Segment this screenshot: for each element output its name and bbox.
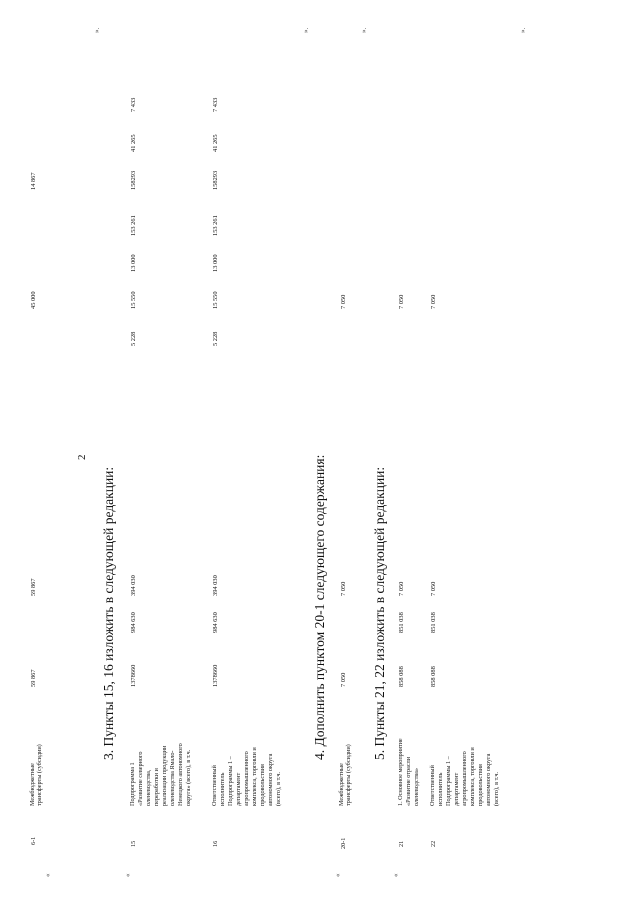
- cell-value: 153 261: [212, 215, 219, 236]
- row-name-line: (всего), в т.ч.: [275, 771, 282, 806]
- cell-value: 7 050: [340, 294, 347, 309]
- open-quote: «: [334, 873, 342, 877]
- row-number: 16: [212, 840, 219, 847]
- heading-3: 3. Пункты 15, 16 изложить в следующей редакции:: [101, 466, 116, 760]
- close-quote: ».: [519, 27, 527, 33]
- row-name-line: автономного округа: [267, 753, 274, 806]
- cell-total: 858 088: [398, 666, 405, 687]
- table-6-1-lines: [28, 29, 45, 809]
- open-quote: «: [44, 873, 52, 877]
- row-name-line: департамент: [235, 772, 242, 806]
- row-name-line: трансферты (субсидии): [345, 744, 352, 806]
- cell-value: 14 867: [30, 172, 37, 190]
- cell-value: 851 038: [430, 612, 437, 633]
- cell-value: 394 030: [212, 575, 219, 596]
- row-name-line: Подпрограммы 1 –: [445, 756, 452, 806]
- row-name-line: Ненецкого автономного: [177, 743, 184, 806]
- cell-value: 7 050: [340, 581, 347, 596]
- cell-value: 153 261: [130, 215, 137, 236]
- row-name-line: Ответственный: [429, 765, 436, 806]
- row-number: 15: [130, 840, 137, 847]
- row-name-line: продовольствия: [259, 764, 266, 806]
- table-21-22-lines: [395, 29, 515, 853]
- row-name-line: Подпрограмма 1: [129, 762, 136, 806]
- cell-value: 5 228: [212, 331, 219, 346]
- row-name-line: оленеводства,: [145, 769, 152, 806]
- row-number: 21: [398, 840, 405, 847]
- cell-value: 7 433: [130, 97, 137, 112]
- cell-total: 858 088: [430, 666, 437, 687]
- row-name-line: (всего), в т.ч.: [493, 771, 500, 806]
- close-quote: ».: [360, 27, 368, 33]
- cell-value: 7 050: [398, 581, 405, 596]
- cell-total: 7 050: [340, 672, 347, 687]
- cell-value: 13 000: [212, 254, 219, 272]
- cell-value: 394 030: [130, 575, 137, 596]
- cell-value: 41 265: [130, 134, 137, 152]
- cell-value: 158293: [130, 170, 137, 190]
- table-20-1-lines: [337, 29, 355, 853]
- row-name-line: «Развитие северного: [137, 751, 144, 806]
- row-name-line: Подпрограммы 1 –: [227, 756, 234, 806]
- row-name-line: Межбюджетные: [338, 763, 345, 806]
- heading-5: 5. Пункты 21, 22 изложить в следующей редакции:: [372, 466, 387, 760]
- cell-value: 158293: [212, 170, 219, 190]
- cell-value: 59 867: [30, 578, 37, 596]
- cell-value: 13 000: [130, 254, 137, 272]
- cell-total: 59 867: [30, 669, 37, 687]
- table-15-16-lines: [127, 29, 297, 853]
- cell-value: 41 265: [212, 134, 219, 152]
- row-number: 6-1: [30, 836, 37, 845]
- row-name-line: агропромышленного: [461, 751, 468, 806]
- cell-value: 984 630: [212, 612, 219, 633]
- cell-value: 851 038: [398, 612, 405, 633]
- cell-value: 45 000: [30, 291, 37, 309]
- row-name-line: агропромышленного: [243, 751, 250, 806]
- row-name-line: исполнитель: [437, 772, 444, 806]
- row-name-line: Межбюджетные: [29, 763, 36, 806]
- cell-total: 1378660: [212, 664, 219, 687]
- row-name-line: оленеводства Ямало-: [169, 750, 176, 806]
- cell-value: 7 433: [212, 97, 219, 112]
- row-name-line: комплекса, торговли и: [469, 747, 476, 806]
- open-quote: «: [124, 873, 132, 877]
- row-name-line: округа» (всего), в т.ч.: [185, 749, 192, 806]
- row-name-line: Ответственный: [211, 765, 218, 806]
- page-number: 2: [76, 454, 88, 460]
- heading-4: 4. Дополнить пунктом 20-1 следующего содержания:: [312, 454, 327, 760]
- row-name-line: комплекса, торговли и: [251, 747, 258, 806]
- cell-value: 15 550: [130, 291, 137, 309]
- close-quote: ».: [302, 27, 310, 33]
- row-name-line: переработки и: [153, 768, 160, 806]
- cell-total: 1378660: [130, 664, 137, 687]
- row-name-line: автономного округа: [485, 753, 492, 806]
- row-name-line: «Развитие отрасли: [405, 756, 412, 806]
- row-name-line: 1. Основное мероприятие: [397, 738, 404, 806]
- row-name-line: трансферты (субсидии): [36, 744, 43, 806]
- row-name-line: реализации продукции: [161, 745, 168, 806]
- cell-value: 7 050: [430, 294, 437, 309]
- row-number: 20-1: [340, 837, 347, 849]
- cell-value: 5 228: [130, 331, 137, 346]
- row-number: 22: [430, 840, 437, 847]
- cell-value: 984 630: [130, 612, 137, 633]
- cell-value: 7 050: [398, 294, 405, 309]
- close-quote: ».: [93, 27, 101, 33]
- cell-value: 7 050: [430, 581, 437, 596]
- row-name-line: департамент: [453, 772, 460, 806]
- row-name-line: исполнитель: [219, 772, 226, 806]
- row-name-line: продовольствия: [477, 764, 484, 806]
- cell-value: 15 550: [212, 291, 219, 309]
- row-name-line: оленеводства»: [413, 768, 420, 806]
- open-quote: «: [392, 873, 400, 877]
